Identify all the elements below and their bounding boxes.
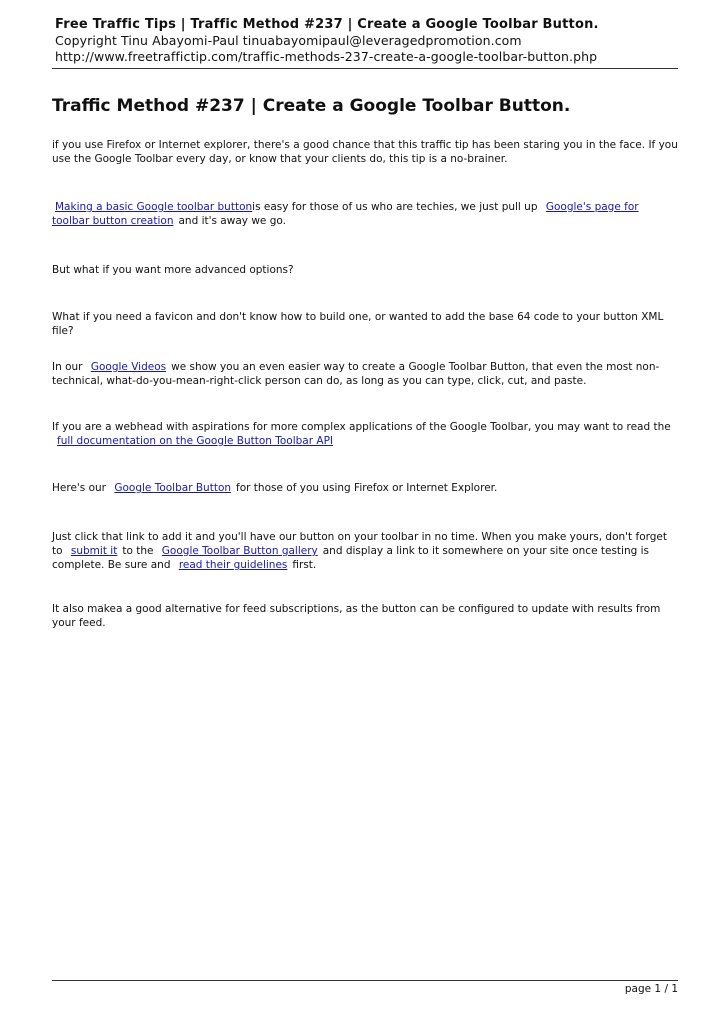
- link-google-videos[interactable]: Google Videos: [90, 361, 167, 373]
- header-url: http://www.freetraffictip.com/traffic-methods-237-create-a-google-toolbar-button.php: [55, 49, 598, 64]
- paragraph-text: for those of you using Firefox or Internet Explorer.: [236, 482, 498, 494]
- header-copyright: Copyright Tinu Abayomi-Paul tinuabayomipaul@leveragedpromotion.com: [55, 33, 522, 48]
- header-divider: [52, 68, 678, 69]
- link-read-guidelines[interactable]: read their guidelines: [178, 559, 288, 571]
- paragraph-favicon: What if you need a favicon and don't know how to build one, or wanted to add the base 64 code to your button XML file?: [52, 311, 664, 337]
- link-full-documentation-api[interactable]: full documentation on the Google Button Toolbar API: [57, 435, 334, 447]
- link-google-toolbar-creation-page[interactable]: Google's page for toolbar button creation: [52, 201, 639, 227]
- footer-divider: [52, 980, 678, 981]
- page-title: Traffic Method #237 | Create a Google Toolbar Button.: [52, 96, 571, 116]
- link-toolbar-button-gallery[interactable]: Google Toolbar Button gallery: [161, 545, 318, 557]
- paragraph-text: is easy for those of us who are techies, we just pull up: [252, 201, 538, 213]
- paragraph-text: If you are a webhead with aspirations for more complex applications of the Google Toolbar, you may want to read the: [52, 421, 671, 433]
- paragraph-advanced-options: But what if you want more advanced options?: [52, 264, 294, 276]
- link-submit-it[interactable]: submit it: [70, 545, 118, 557]
- paragraph-submit: [52, 530, 678, 572]
- paragraph-text: first.: [292, 559, 317, 571]
- paragraph-our-button: [52, 481, 678, 495]
- article-body: [52, 95, 678, 629]
- document-header: [52, 16, 678, 65]
- paragraph-feed-alternative: It also makea a good alternative for feed subscriptions, as the button can be configured to update with results from your feed.: [52, 603, 661, 629]
- paragraph-intro: if you use Firefox or Internet explorer, there's a good chance that this traffic tip has been staring you in the face. If you use the Google Toolbar every day, or know that your clients do, this tip is a no-brainer.: [52, 139, 678, 165]
- paragraph-text: Here's our: [52, 482, 106, 494]
- paragraph-text: and it's away we go.: [178, 215, 286, 227]
- paragraph-text: we show you an even easier way to create a Google Toolbar Button, that even the most non-technical, what-do-you-mean-right-click person can do, as long as you can type, click, cut, and paste.: [52, 361, 660, 387]
- paragraph-text: In our: [52, 361, 83, 373]
- link-making-basic-toolbar-button[interactable]: Making a basic Google toolbar button: [55, 201, 253, 213]
- paragraph-basic-button: [52, 200, 678, 228]
- paragraph-webhead: [52, 420, 678, 448]
- paragraph-text: Just click that link to add it and you'll have our button on your toolbar in no time. When you make yours, don't forget to: [52, 531, 667, 557]
- page-number: page 1 / 1: [624, 983, 678, 995]
- paragraph-google-videos: [52, 360, 678, 388]
- paragraph-text: and display a link to it somewhere on your site once testing is complete. Be sure and: [52, 545, 650, 571]
- link-google-toolbar-button[interactable]: Google Toolbar Button: [114, 482, 232, 494]
- paragraph-text: to the: [122, 545, 154, 557]
- header-site-title: Free Traffic Tips | Traffic Method #237 | Create a Google Toolbar Button.: [55, 17, 599, 32]
